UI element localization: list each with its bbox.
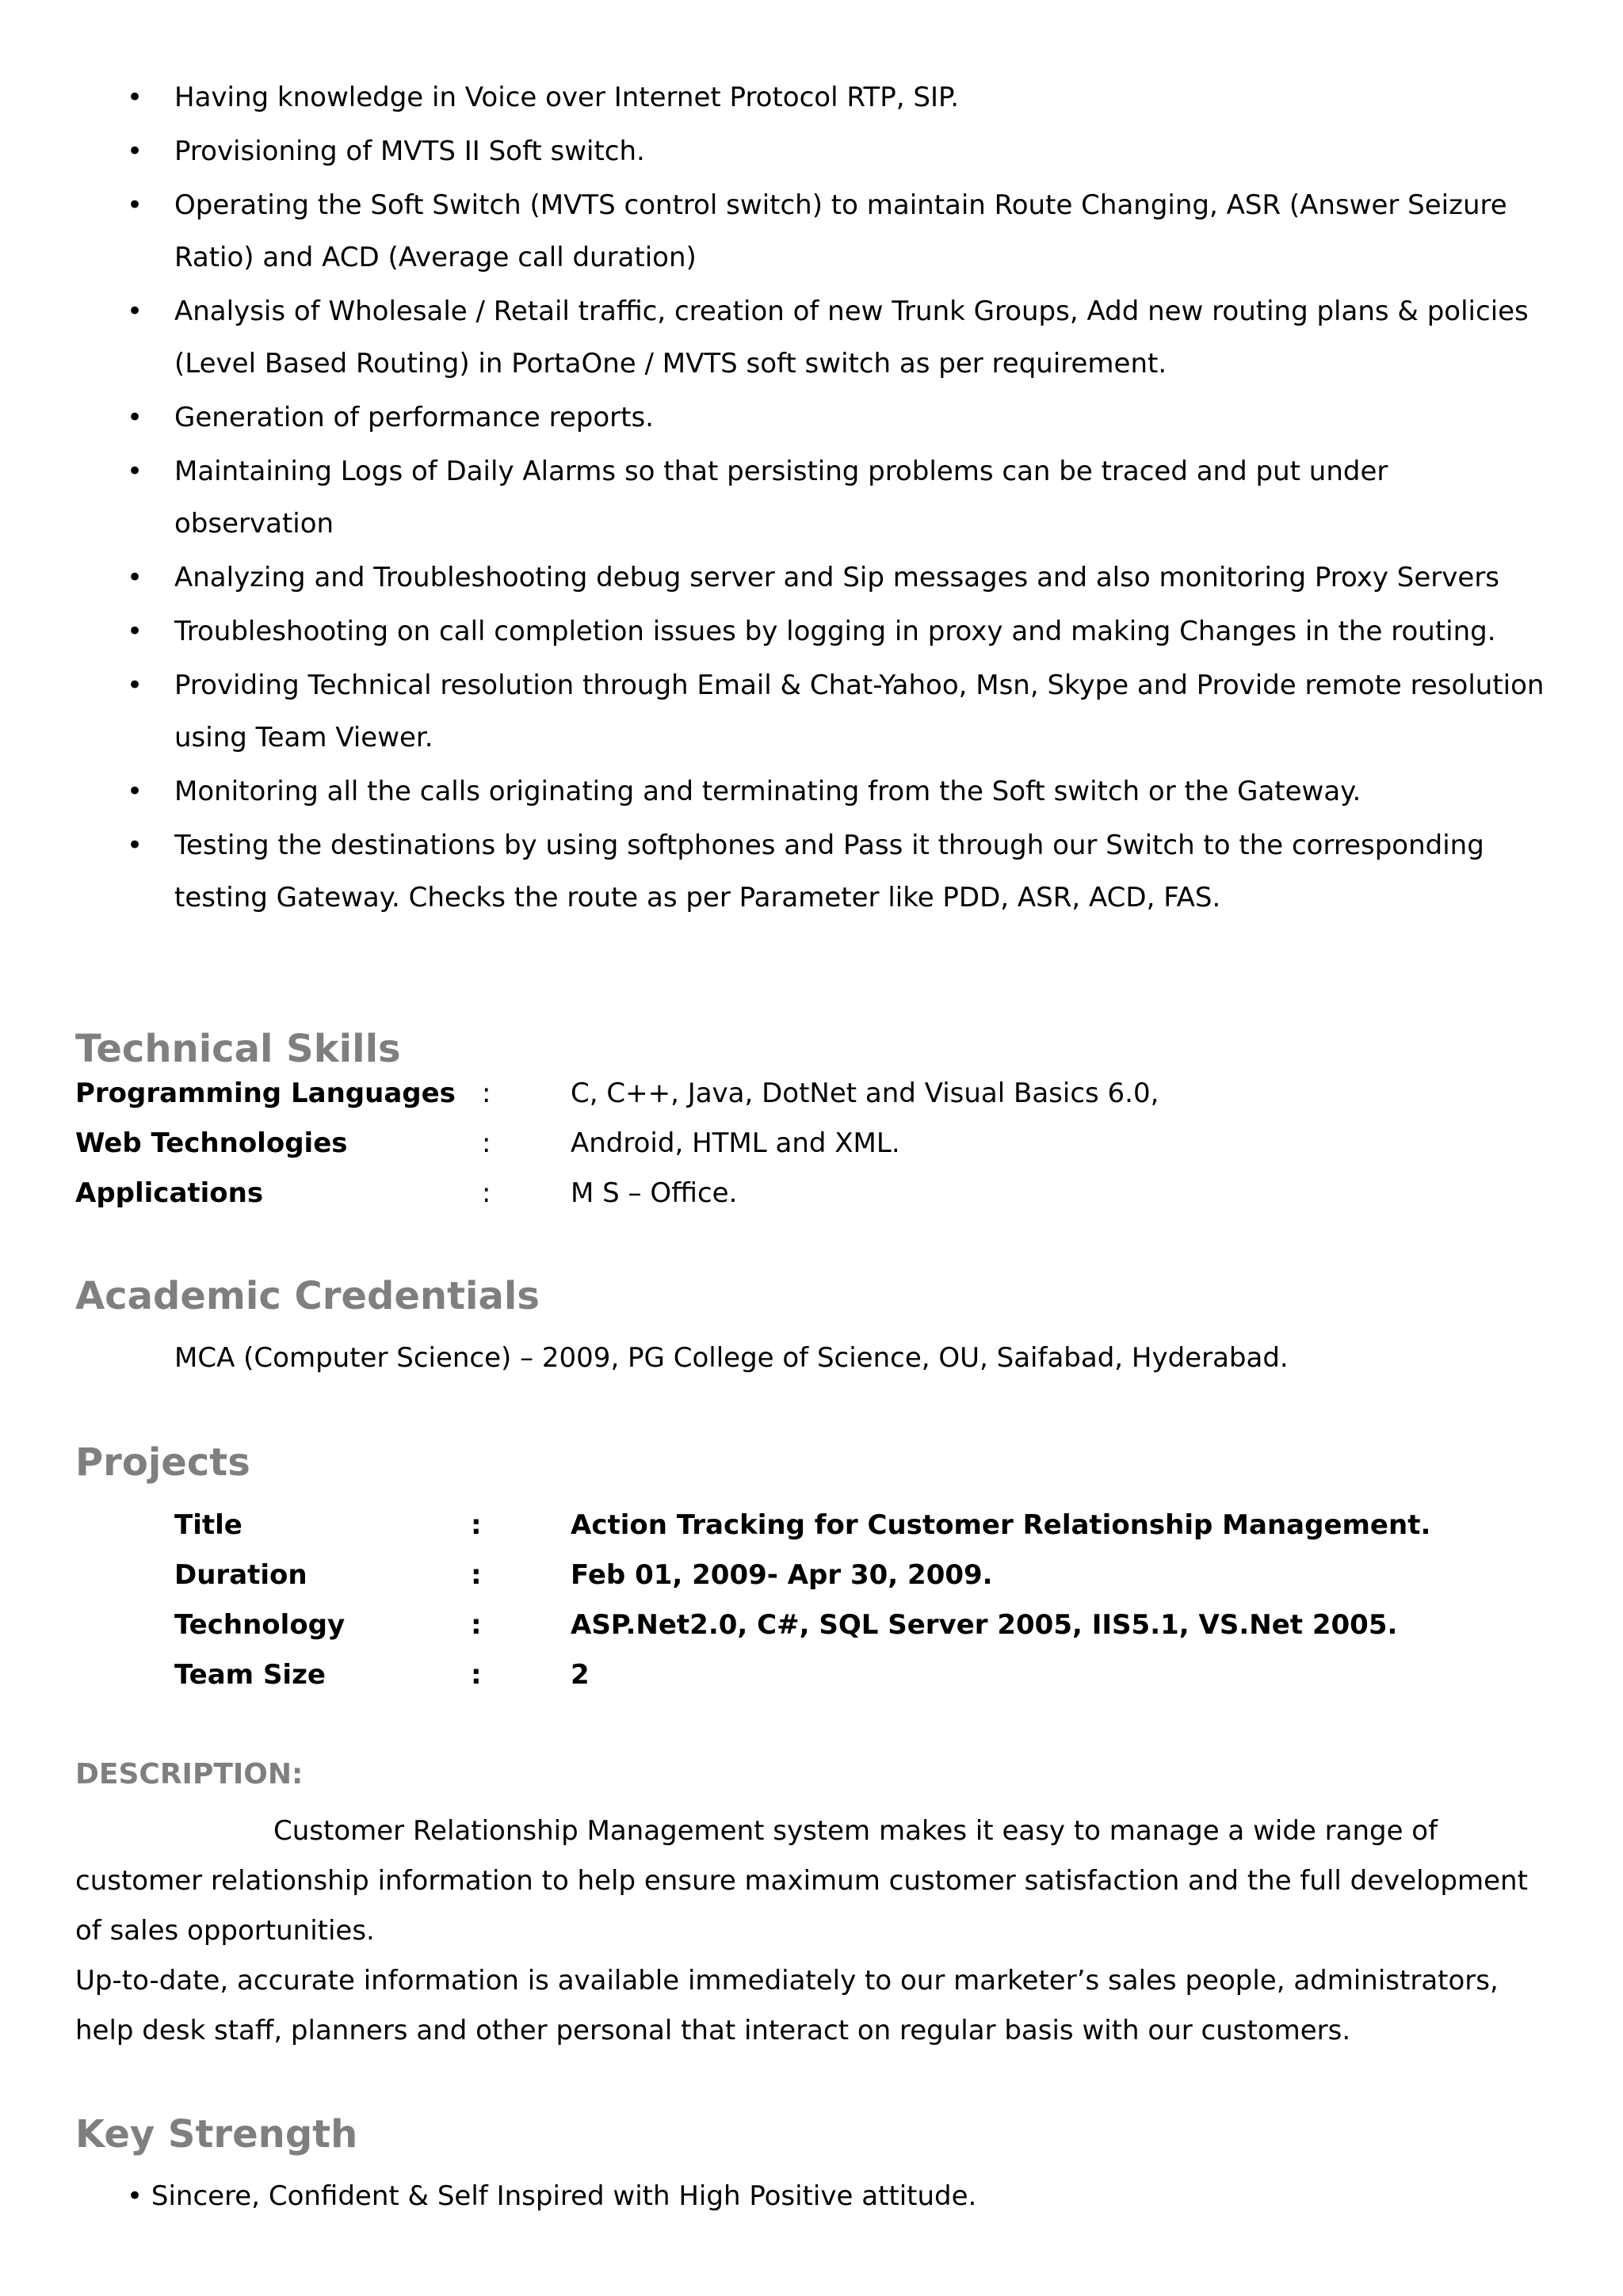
project-separator: : — [471, 1609, 482, 1641]
technical-skills-heading: Technical Skills — [75, 1027, 401, 1071]
project-value: Action Tracking for Customer Relationship Management. — [571, 1509, 1431, 1541]
list-item-text: Maintaining Logs of Daily Alarms so that persisting problems can be traced and put under observation — [174, 456, 1388, 540]
list-item — [127, 71, 1545, 124]
list-item — [127, 659, 1545, 764]
skill-separator: : — [482, 1127, 491, 1159]
list-item-text: Analysis of Wholesale / Retail traffic, creation of new Trunk Groups, Add new routing plans & policies (Level Based Routing) in PortaOne / MVTS soft switch as per requirement. — [174, 296, 1529, 379]
skill-label: Applications — [75, 1177, 264, 1209]
key-strength-heading: Key Strength — [75, 2112, 358, 2157]
key-strength-item — [127, 2180, 976, 2212]
list-item-text: Having knowledge in Voice over Internet Protocol RTP, SIP. — [174, 82, 960, 113]
academic-heading: Academic Credentials — [75, 1274, 540, 1318]
list-item — [127, 819, 1545, 924]
list-item-text: Analyzing and Troubleshooting debug server and Sip messages and also monitoring Proxy Servers — [174, 562, 1500, 593]
project-separator: : — [471, 1659, 482, 1691]
list-item-text: Generation of performance reports. — [174, 402, 654, 433]
bullet-icon: • — [127, 776, 143, 807]
list-item — [127, 391, 1545, 444]
project-separator: : — [471, 1509, 482, 1541]
bullet-icon: • — [127, 669, 143, 701]
project-label: Team Size — [174, 1659, 326, 1691]
list-item-text: Troubleshooting on call completion issues by logging in proxy and making Changes in the routing. — [174, 616, 1496, 647]
list-item-text: Testing the destinations by using softphones and Pass it through our Switch to the corresponding testing Gateway. Checks the route as per Parameter like PDD, ASR, ACD, FAS. — [174, 830, 1484, 913]
project-label: Technology — [174, 1609, 346, 1641]
bullet-icon: • — [127, 82, 143, 113]
bullet-icon: • — [127, 830, 143, 861]
bullet-icon: • — [127, 2180, 143, 2212]
project-separator: : — [471, 1559, 482, 1591]
description-paragraph — [75, 1806, 1541, 1956]
bullet-icon: • — [127, 616, 143, 647]
skill-value: C, C++, Java, DotNet and Visual Basics 6.0, — [571, 1077, 1159, 1109]
bullet-icon: • — [127, 189, 143, 221]
list-item — [127, 285, 1545, 390]
projects-heading: Projects — [75, 1440, 250, 1485]
description-text: Up-to-date, accurate information is available immediately to our marketer’s sales people, administrators, help desk staff, planners and other personal that interact on regular basis with our customers. — [75, 1965, 1499, 2046]
key-strength-text: Sincere, Confident & Self Inspired with High Positive attitude. — [151, 2180, 977, 2212]
project-value: 2 — [571, 1659, 590, 1691]
skill-label: Programming Languages — [75, 1077, 456, 1109]
description-text: Customer Relationship Management system makes it easy to manage a wide range of customer relationship information to help ensure maximum customer satisfaction and the full development of sales opportunities. — [75, 1815, 1528, 1947]
project-label: Duration — [174, 1559, 307, 1591]
skill-value: Android, HTML and XML. — [571, 1127, 900, 1159]
project-value: ASP.Net2.0, C#, SQL Server 2005, IIS5.1, VS.Net 2005. — [571, 1609, 1398, 1641]
list-item — [127, 125, 1545, 177]
bullet-icon: • — [127, 135, 143, 167]
list-item — [127, 445, 1545, 550]
list-item-text: Providing Technical resolution through Email & Chat-Yahoo, Msn, Skype and Provide remote resolution using Team Viewer. — [174, 669, 1545, 753]
responsibilities-list — [127, 71, 1545, 924]
bullet-icon: • — [127, 456, 143, 487]
description-paragraph — [75, 1956, 1541, 2056]
list-item — [127, 765, 1545, 818]
skill-separator: : — [482, 1177, 491, 1209]
list-item — [127, 179, 1545, 284]
list-item-text: Provisioning of MVTS II Soft switch. — [174, 135, 645, 167]
academic-text: MCA (Computer Science) – 2009, PG College of Science, OU, Saifabad, Hyderabad. — [174, 1342, 1289, 1374]
description-heading: DESCRIPTION: — [75, 1758, 304, 1791]
list-item-text: Operating the Soft Switch (MVTS control switch) to maintain Route Changing, ASR (Answer Seizure Ratio) and ACD (Average call duration) — [174, 189, 1507, 273]
skill-label: Web Technologies — [75, 1127, 348, 1159]
list-item-text: Monitoring all the calls originating and terminating from the Soft switch or the Gateway. — [174, 776, 1361, 807]
skill-separator: : — [482, 1077, 491, 1109]
bullet-icon: • — [127, 562, 143, 593]
bullet-icon: • — [127, 296, 143, 327]
project-label: Title — [174, 1509, 242, 1541]
project-value: Feb 01, 2009- Apr 30, 2009. — [571, 1559, 993, 1591]
skill-value: M S – Office. — [571, 1177, 738, 1209]
list-item — [127, 605, 1545, 658]
list-item — [127, 551, 1545, 604]
bullet-icon: • — [127, 402, 143, 433]
